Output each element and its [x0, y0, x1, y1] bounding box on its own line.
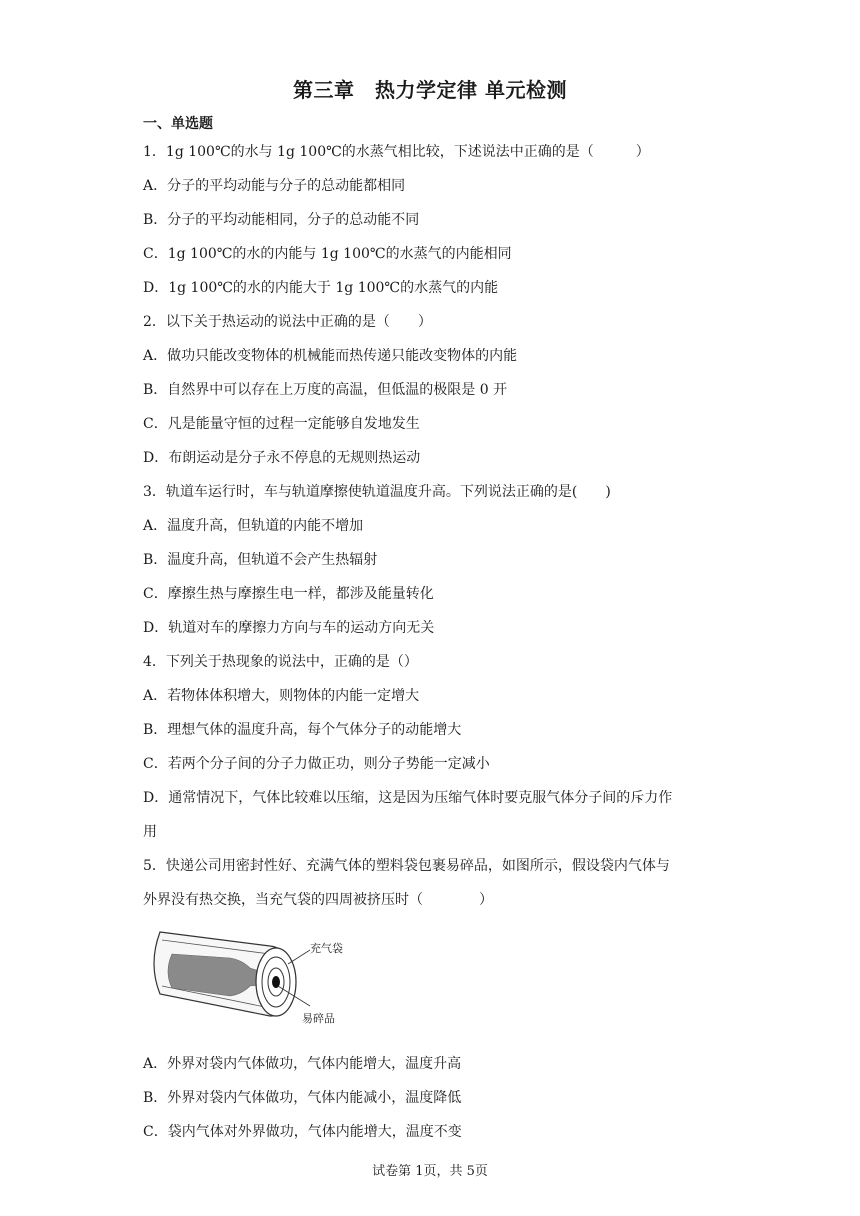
question-2-option-d: D．布朗运动是分子永不停息的无规则热运动	[143, 450, 421, 466]
question-3-option-d: D．轨道对车的摩擦力方向与车的运动方向无关	[143, 620, 435, 636]
question-5-option-a: A．外界对袋内气体做功，气体内能增大，温度升高	[143, 1056, 462, 1072]
question-4-option-d-continued: 用	[143, 824, 157, 840]
question-4-option-d: D．通常情况下，气体比较难以压缩，这是因为压缩气体时要克服气体分子间的斥力作	[143, 790, 673, 806]
page-title: 第三章 热力学定律 单元检测	[293, 78, 567, 102]
question-2-stem: 2．以下关于热运动的说法中正确的是（ ）	[143, 314, 432, 330]
question-4-option-a: A．若物体体积增大，则物体的内能一定增大	[143, 688, 420, 704]
question-3-option-b: B．温度升高，但轨道不会产生热辐射	[143, 552, 378, 568]
fragile-label: 易碎品	[302, 1012, 335, 1025]
question-2-option-c: C．凡是能量守恒的过程一定能够自发地发生	[143, 416, 420, 432]
question-3-option-c: C．摩擦生热与摩擦生电一样，都涉及能量转化	[143, 586, 434, 602]
question-4-option-c: C．若两个分子间的分子力做正功，则分子势能一定减小	[143, 756, 490, 772]
bag-label: 充气袋	[310, 942, 343, 955]
question-3-option-a: A．温度升高，但轨道的内能不增加	[143, 518, 364, 534]
question-4-stem: 4．下列关于热现象的说法中，正确的是（）	[143, 654, 418, 670]
bag-leader-line	[288, 950, 310, 964]
question-3-stem: 3．轨道车运行时，车与轨道摩擦使轨道温度升高。下列说法正确的是( )	[143, 484, 611, 500]
question-5-stem-continued: 外界没有热交换，当充气袋的四周被挤压时（ ）	[143, 892, 493, 908]
question-1-option-b: B．分子的平均动能相同，分子的总动能不同	[143, 212, 420, 228]
question-2-option-a: A．做功只能改变物体的机械能而热传递只能改变物体的内能	[143, 348, 518, 364]
section-heading: 一、单选题	[143, 116, 213, 132]
question-5-option-c: C．袋内气体对外界做功，气体内能增大，温度不变	[143, 1124, 462, 1140]
question-1-option-c: C．1g 100℃的水的内能与 1g 100℃的水蒸气的内能相同	[143, 246, 512, 262]
question-5-stem: 5．快递公司用密封性好、充满气体的塑料袋包裹易碎品，如图所示，假设袋内气体与	[143, 858, 670, 874]
air-cushion-package-figure	[150, 924, 350, 1028]
question-5-option-b: B．外界对袋内气体做功，气体内能减小，温度降低	[143, 1090, 462, 1106]
question-2-option-b: B．自然界中可以存在上万度的高温，但低温的极限是 0 开	[143, 382, 508, 398]
question-1-option-d: D．1g 100℃的水的内能大于 1g 100℃的水蒸气的内能	[143, 280, 499, 296]
question-1-option-a: A．分子的平均动能与分子的总动能都相同	[143, 178, 406, 194]
page-footer: 试卷第 1页，共 5页	[372, 1164, 488, 1179]
question-4-option-b: B．理想气体的温度升高，每个气体分子的动能增大	[143, 722, 462, 738]
question-1-stem: 1．1g 100℃的水与 1g 100℃的水蒸气相比较，下述说法中正确的是（ ）	[143, 144, 650, 160]
